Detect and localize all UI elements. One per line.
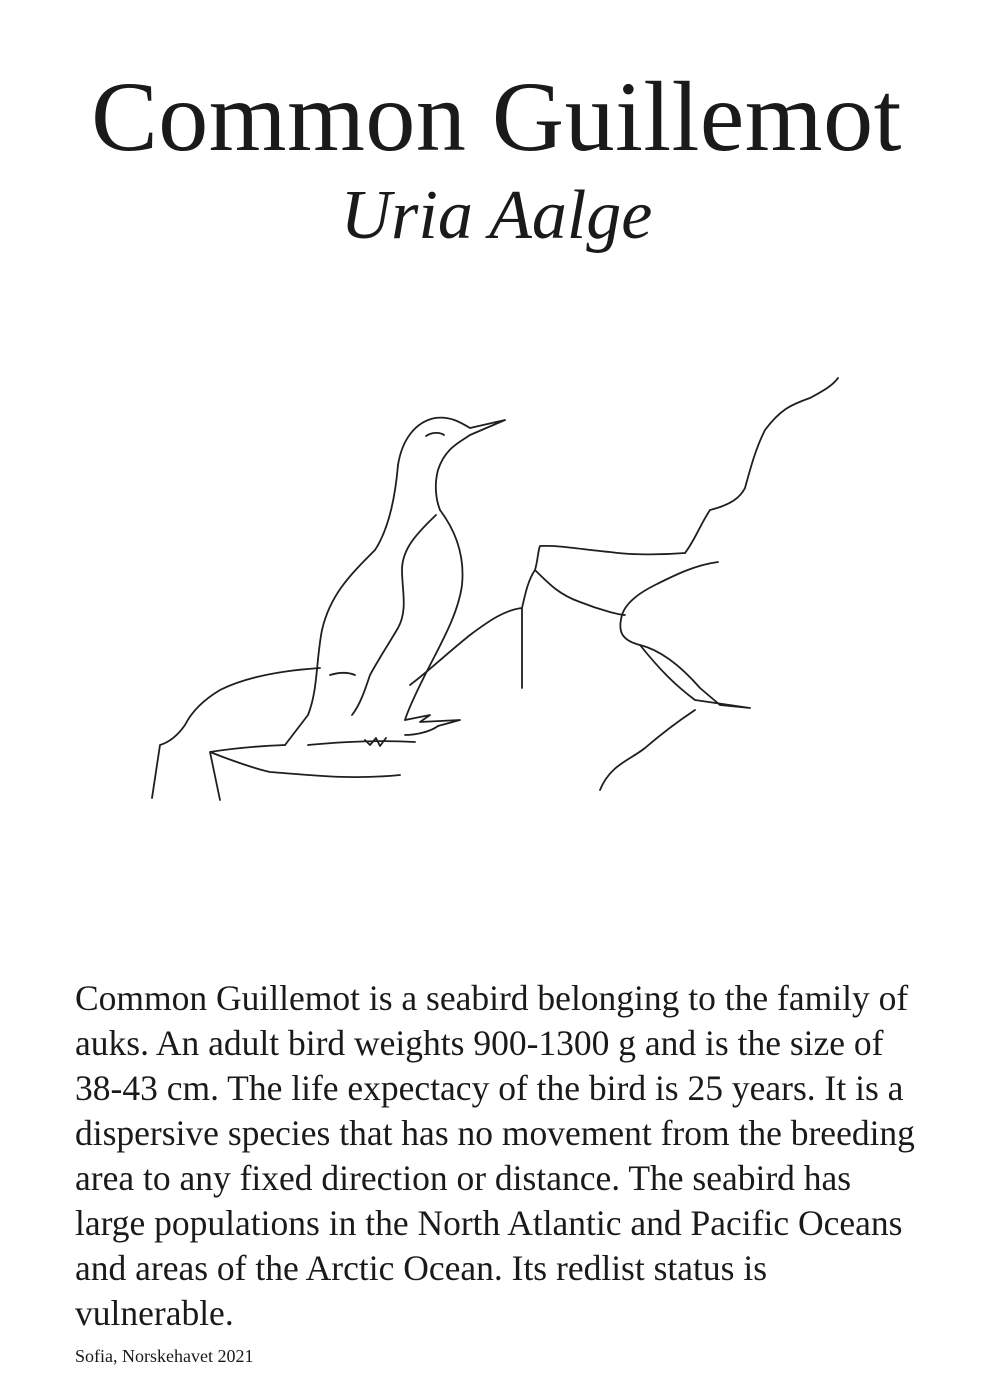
rock-cliff-lower (640, 645, 750, 708)
description-paragraph: Common Guillemot is a seabird belonging to the family of auks. An adult bird weights 900-1300 g and is the size of 38-43 cm. The life expectacy of the bird is 25 years. It is a dispersive species that has no movement from the breeding area to any fixed direction or distance. The seabird has large populations in the North Atlantic and Pacific Oceans and areas of the Arctic Ocean. Its redlist status is vulnerable. (75, 978, 915, 1333)
guillemot-drawing (140, 370, 860, 820)
bird-breast-outline (405, 510, 463, 720)
rock-middle-top (522, 546, 685, 608)
rock-cliff-inner (620, 562, 720, 705)
scientific-name: Uria Aalge (340, 177, 653, 254)
bird-back-outline (285, 465, 398, 745)
rock-ledge-base (210, 745, 400, 800)
bird-eye-line (426, 433, 444, 436)
bird-belly-line (352, 515, 436, 715)
rock-middle-left (410, 608, 522, 688)
bird-wing-line (330, 673, 355, 675)
author-credit: Sofia, Norskehavet 2021 (75, 1346, 254, 1366)
bird-head-outline (398, 418, 505, 510)
rock-cliff-bottom (600, 710, 695, 790)
rock-cliff-top (685, 378, 838, 553)
guillemot-on-rock-icon (140, 370, 860, 820)
rock-middle-edge (535, 570, 625, 615)
page-title: Common Guillemot (91, 61, 902, 172)
rock-ledge-lines (308, 741, 415, 745)
